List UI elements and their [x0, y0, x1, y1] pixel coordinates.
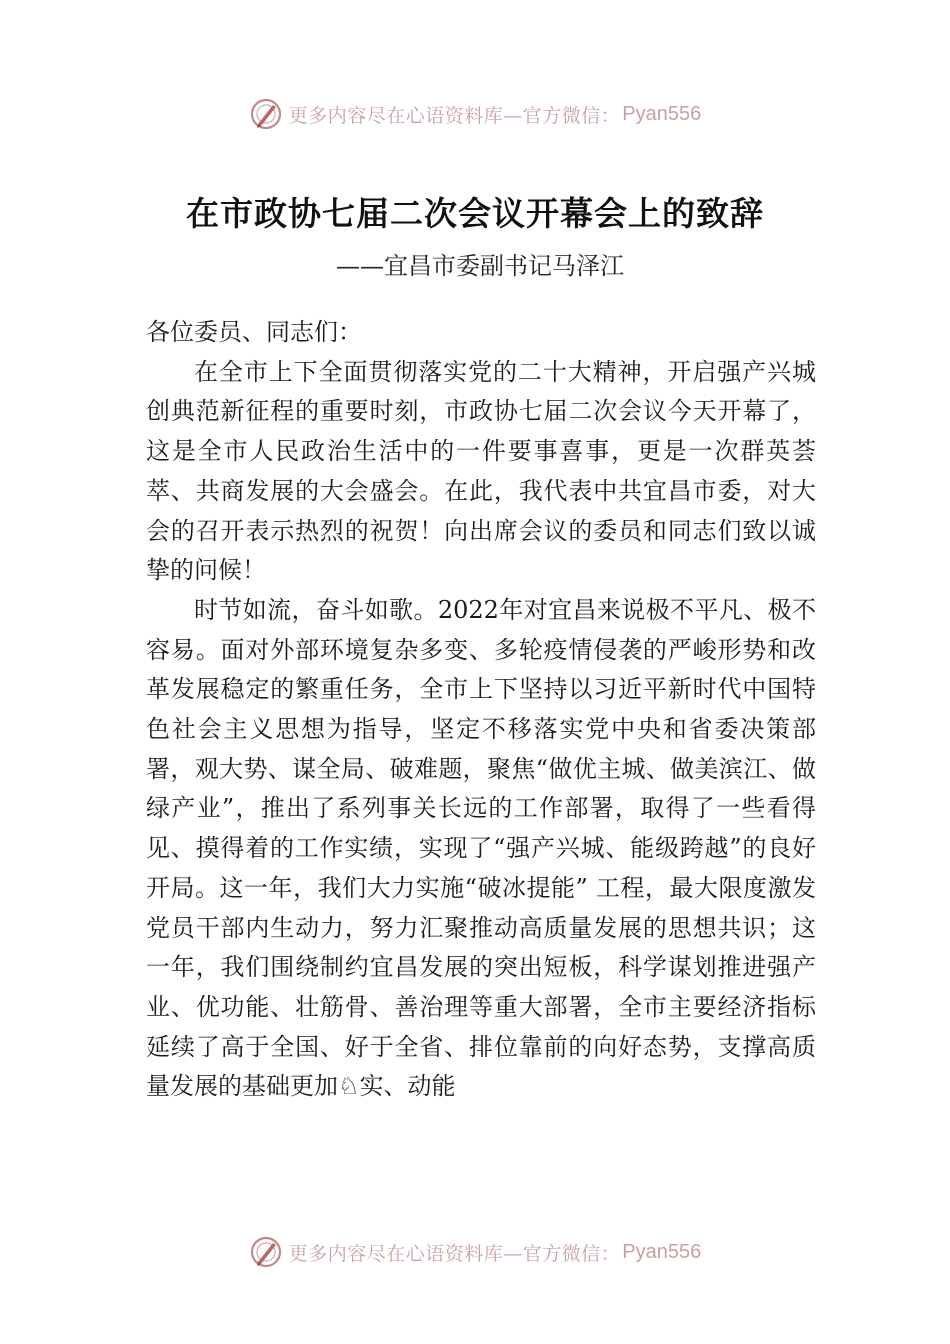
paragraph-2: 时节如流，奋斗如歌。2022年对宜昌来说极不平凡、极不容易。面对外部环境复杂多变、多轮疫情侵袭的严峻形势和改革发展稳定的繁重任务，全市上下坚持以习近平新时代中国特色社会主义思想为指导，坚定不移落实党中央和省委决策部署，观大势、谋全局、破难题，聚焦“做优主城、做美滨江、做绿产业”，推出了系列事关长远的工作部署，取得了一些看得见、摸得着的工作实绩，实现了“强产兴城、能级跨越”的良好开局。这一年，我们大力实施“破冰提能” 工程，最大限度激发党员干部内生动力，努力汇聚推动高质量发展的思想共识；这一年，我们围绕制约宜昌发展的突出短板，科学谋划推进强产业、优功能、壮筋骨、善治理等重大部署，全市主要经济指标延续了高于全国、好于全省、排位靠前的向好态势，支撑高质量发展的基础更加♘实、动能 [146, 595, 816, 1101]
document-body [146, 313, 816, 1107]
pen-circle-logo-icon [249, 97, 283, 131]
watermark-wechat-id: Pyan556 [622, 102, 702, 125]
watermark-text: 更多内容尽在心语资料库—官方微信： [288, 1242, 621, 1265]
footer-watermark [0, 1232, 950, 1272]
document-subtitle: ——宜昌市委副书记马泽江 [336, 252, 624, 280]
watermark-text: 更多内容尽在心语资料库—官方微信： [288, 104, 621, 127]
header-watermark [0, 94, 950, 134]
document-title: 在市政协七届二次会议开幕会上的致辞 [186, 194, 764, 233]
salutation: 各位委员、同志们： [146, 318, 362, 346]
watermark-wechat-id: Pyan556 [622, 1240, 702, 1263]
pen-circle-logo-icon [249, 1235, 283, 1269]
paragraph-1: 在全市上下全面贯彻落实党的二十大精神，开启强产兴城创典范新征程的重要时刻，市政协七届二次会议今天开幕了，这是全市人民政治生活中的一件要事喜事，更是一次群英荟萃、共商发展的大会盛会。在此，我代表中共宜昌市委，对大会的召开表示热烈的祝贺！向出席会议的委员和同志们致以诚挚的问候！ [146, 357, 816, 585]
